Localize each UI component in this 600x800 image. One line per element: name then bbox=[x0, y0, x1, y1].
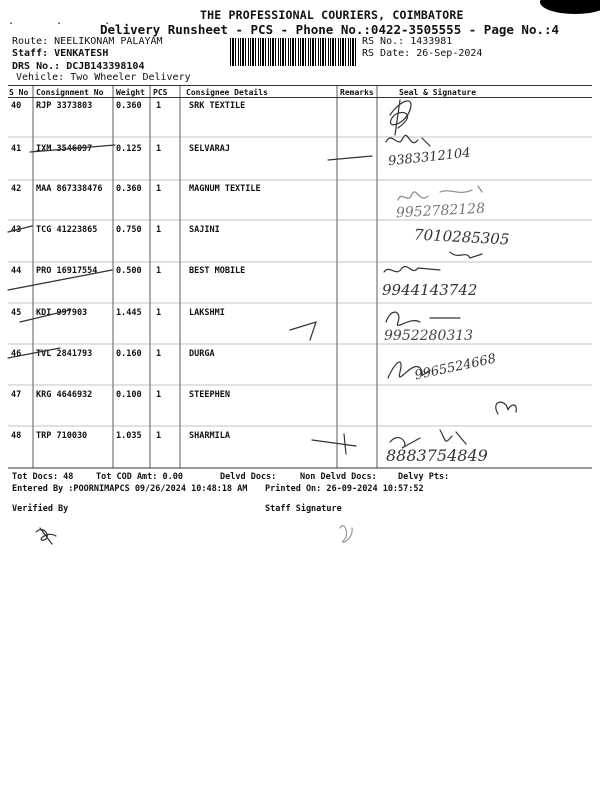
col-consignment: Consignment No bbox=[36, 88, 104, 97]
handwritten-phone: 9952280313 bbox=[384, 328, 474, 344]
row-pcs: 1 bbox=[156, 390, 162, 400]
row-weight: 0.100 bbox=[116, 390, 142, 400]
row-pcs: 1 bbox=[156, 225, 162, 235]
row-weight: 0.500 bbox=[116, 266, 142, 276]
row-weight: 0.360 bbox=[116, 101, 142, 111]
col-remarks: Remarks bbox=[340, 88, 374, 97]
row-weight: 1.445 bbox=[116, 308, 142, 318]
row-consignee: DURGA bbox=[189, 349, 215, 359]
route-value: NEELIKONAM PALAYAM bbox=[54, 36, 163, 47]
strike-mark bbox=[20, 310, 70, 322]
row-pcs: 1 bbox=[156, 308, 162, 318]
scan-dots: . . . bbox=[8, 16, 129, 27]
row-pcs: 1 bbox=[156, 431, 162, 441]
handwritten-phone: 9952782128 bbox=[395, 200, 486, 222]
drs-line: DRS No.: DCJB143398104 bbox=[12, 61, 145, 72]
row-consignment: MAA 867338476 bbox=[36, 184, 103, 194]
signature-mark bbox=[398, 186, 482, 200]
row-consignee: LAKSHMI bbox=[189, 308, 225, 318]
page-title: Delivery Runsheet - PCS - Phone No.:0422-3505555 - Page No.:4 bbox=[100, 22, 560, 37]
signature-mark bbox=[496, 402, 517, 414]
row-consignee: SRK TEXTILE bbox=[189, 101, 246, 111]
verified-signature bbox=[36, 528, 56, 544]
handwritten-phone: 9944143742 bbox=[382, 281, 478, 299]
row-consignee: SELVARAJ bbox=[189, 144, 230, 154]
row-weight: 1.035 bbox=[116, 431, 142, 441]
row-consignee: MAGNUM TEXTILE bbox=[189, 184, 261, 194]
row-consignment: IXM 3546097 bbox=[36, 144, 93, 154]
handwritten-phone: 7010285305 bbox=[413, 225, 510, 249]
strike-mark bbox=[8, 226, 32, 232]
rs-no-line: RS No.: 1433981 bbox=[362, 36, 453, 47]
row-sno: 45 bbox=[11, 308, 22, 318]
rs-no-value: 1433981 bbox=[410, 36, 453, 47]
row-consignment: RJP 3373803 bbox=[36, 101, 93, 111]
col-sno: S No bbox=[9, 88, 29, 97]
delvy-pts: Delvy Pts: bbox=[398, 472, 450, 482]
row-weight: 0.160 bbox=[116, 349, 142, 359]
row-consignee: SAJINI bbox=[189, 225, 220, 235]
signature-mark bbox=[450, 252, 482, 258]
row-consignment: TVL 2841793 bbox=[36, 349, 93, 359]
remark-dash bbox=[328, 156, 372, 160]
row-pcs: 1 bbox=[156, 349, 162, 359]
rs-date-line: RS Date: 26-Sep-2024 bbox=[362, 48, 483, 59]
row-consignee: STEEPHEN bbox=[189, 390, 230, 400]
signature-mark bbox=[390, 101, 411, 128]
row-weight: 0.125 bbox=[116, 144, 142, 154]
drs-value: DCJB143398104 bbox=[66, 61, 145, 72]
company-name: THE PROFESSIONAL COURIERS, COIMBATORE bbox=[200, 8, 464, 22]
col-consignee: Consignee Details bbox=[186, 88, 268, 97]
row-consignment: TRP 710030 bbox=[36, 431, 88, 441]
row-consignee: SHARMILA bbox=[189, 431, 230, 441]
staff-value: VENKATESH bbox=[54, 48, 109, 59]
strike-mark bbox=[8, 270, 112, 290]
remark-arrow bbox=[290, 322, 316, 340]
row-weight: 0.360 bbox=[116, 184, 142, 194]
strike-mark bbox=[8, 348, 60, 358]
route-line: Route: NEELIKONAM PALAYAM bbox=[12, 36, 163, 47]
handwritten-phone: 9383312104 bbox=[387, 145, 472, 170]
col-weight: Weight bbox=[116, 88, 145, 97]
row-consignee: BEST MOBILE bbox=[189, 266, 246, 276]
row-sno: 43 bbox=[11, 225, 22, 235]
tot-cod-amt: Tot COD Amt: 0.00 bbox=[96, 472, 183, 482]
row-consignment: PRO 16917554 bbox=[36, 266, 98, 276]
signature-mark bbox=[388, 362, 430, 378]
handwritten-phone: 8883754849 bbox=[386, 446, 488, 465]
signature-mark bbox=[384, 266, 440, 272]
staff-signature-label: Staff Signature bbox=[265, 504, 342, 514]
row-consignment: KDI 997903 bbox=[36, 308, 88, 318]
row-sno: 48 bbox=[11, 431, 22, 441]
printed-on: Printed On: 26-09-2024 10:57:52 bbox=[265, 484, 424, 494]
row-sno: 40 bbox=[11, 101, 22, 111]
strike-mark bbox=[30, 145, 115, 152]
vehicle-line: Vehicle: Two Wheeler Delivery bbox=[16, 72, 191, 83]
remark-plus bbox=[312, 434, 356, 454]
staff-line: Staff: VENKATESH bbox=[12, 48, 109, 59]
row-sno: 44 bbox=[11, 266, 22, 276]
signature-mark bbox=[386, 312, 460, 325]
handwritten-phone: 9965524668 bbox=[413, 351, 498, 384]
entered-by: Entered By :POORNIMAPCS 09/26/2024 10:48:18 AM bbox=[12, 484, 248, 494]
row-sno: 47 bbox=[11, 390, 22, 400]
row-consignment: TCG 41223865 bbox=[36, 225, 98, 235]
verified-by-label: Verified By bbox=[12, 504, 69, 514]
row-consignment: KRG 4646932 bbox=[36, 390, 93, 400]
row-weight: 0.750 bbox=[116, 225, 142, 235]
col-signature: Seal & Signature bbox=[399, 88, 477, 97]
col-pcs: PCS bbox=[153, 88, 168, 97]
non-delvd-docs: Non Delvd Docs: bbox=[300, 472, 377, 482]
delvd-docs: Delvd Docs: bbox=[220, 472, 277, 482]
row-sno: 42 bbox=[11, 184, 22, 194]
tot-docs: Tot Docs: 48 bbox=[12, 472, 74, 482]
row-pcs: 1 bbox=[156, 266, 162, 276]
row-sno: 46 bbox=[11, 349, 22, 359]
staff-signature-mark bbox=[340, 526, 352, 543]
signature-mark bbox=[390, 430, 466, 448]
row-sno: 41 bbox=[11, 144, 22, 154]
row-pcs: 1 bbox=[156, 184, 162, 194]
rs-date-value: 26-Sep-2024 bbox=[416, 48, 483, 59]
row-pcs: 1 bbox=[156, 101, 162, 111]
row-pcs: 1 bbox=[156, 144, 162, 154]
signature-mark bbox=[386, 135, 430, 146]
vehicle-value: Two Wheeler Delivery bbox=[70, 72, 191, 83]
